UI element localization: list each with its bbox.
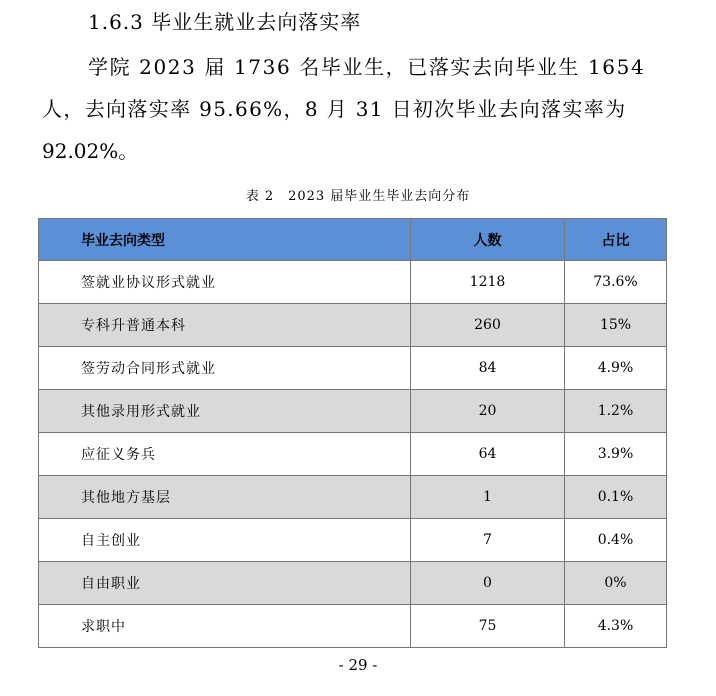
cell-count: 7 <box>411 519 565 562</box>
table-caption: 表 2 2023 届毕业生毕业去向分布 <box>245 189 471 204</box>
table-row <box>39 519 667 562</box>
column-header-percent: 占比 <box>565 219 667 261</box>
table-row <box>39 605 667 648</box>
table-row <box>39 476 667 519</box>
cell-destination-type: 签劳动合同形式就业 <box>39 347 411 390</box>
cell-count: 64 <box>411 433 565 476</box>
cell-count: 1 <box>411 476 565 519</box>
cell-percent: 0% <box>565 562 667 605</box>
cell-destination-type: 专科升普通本科 <box>39 304 411 347</box>
paragraph-line: 学院 2023 届 1736 名毕业生，已落实去向毕业生 1654 <box>88 55 646 79</box>
table-row <box>39 562 667 605</box>
cell-destination-type: 自由职业 <box>39 562 411 605</box>
cell-destination-type: 自主创业 <box>39 519 411 562</box>
cell-percent: 0.4% <box>565 519 667 562</box>
section-paragraph <box>42 46 672 172</box>
cell-count: 84 <box>411 347 565 390</box>
cell-percent: 4.3% <box>565 605 667 648</box>
cell-destination-type: 签就业协议形式就业 <box>39 261 411 304</box>
paragraph-line: 92.02%。 <box>42 139 139 163</box>
table-body <box>39 261 667 648</box>
cell-destination-type: 求职中 <box>39 605 411 648</box>
cell-destination-type: 其他地方基层 <box>39 476 411 519</box>
cell-count: 20 <box>411 390 565 433</box>
table-row <box>39 433 667 476</box>
table-header-row <box>39 219 667 261</box>
column-header-type: 毕业去向类型 <box>39 219 411 261</box>
table-row <box>39 390 667 433</box>
cell-destination-type: 应征义务兵 <box>39 433 411 476</box>
cell-count: 0 <box>411 562 565 605</box>
cell-count: 75 <box>411 605 565 648</box>
table-row <box>39 347 667 390</box>
section-heading: 1.6.3 毕业生就业去向落实率 <box>88 10 362 34</box>
cell-percent: 1.2% <box>565 390 667 433</box>
cell-percent: 3.9% <box>565 433 667 476</box>
page-number: - 29 - <box>338 656 378 674</box>
cell-destination-type: 其他录用形式就业 <box>39 390 411 433</box>
cell-count: 260 <box>411 304 565 347</box>
table-row <box>39 304 667 347</box>
table-row <box>39 261 667 304</box>
destination-table <box>38 218 667 648</box>
paragraph-line: 人，去向落实率 95.66%，8 月 31 日初次毕业去向落实率为 <box>42 97 627 121</box>
cell-percent: 4.9% <box>565 347 667 390</box>
cell-percent: 0.1% <box>565 476 667 519</box>
cell-count: 1218 <box>411 261 565 304</box>
cell-percent: 15% <box>565 304 667 347</box>
column-header-count: 人数 <box>411 219 565 261</box>
cell-percent: 73.6% <box>565 261 667 304</box>
